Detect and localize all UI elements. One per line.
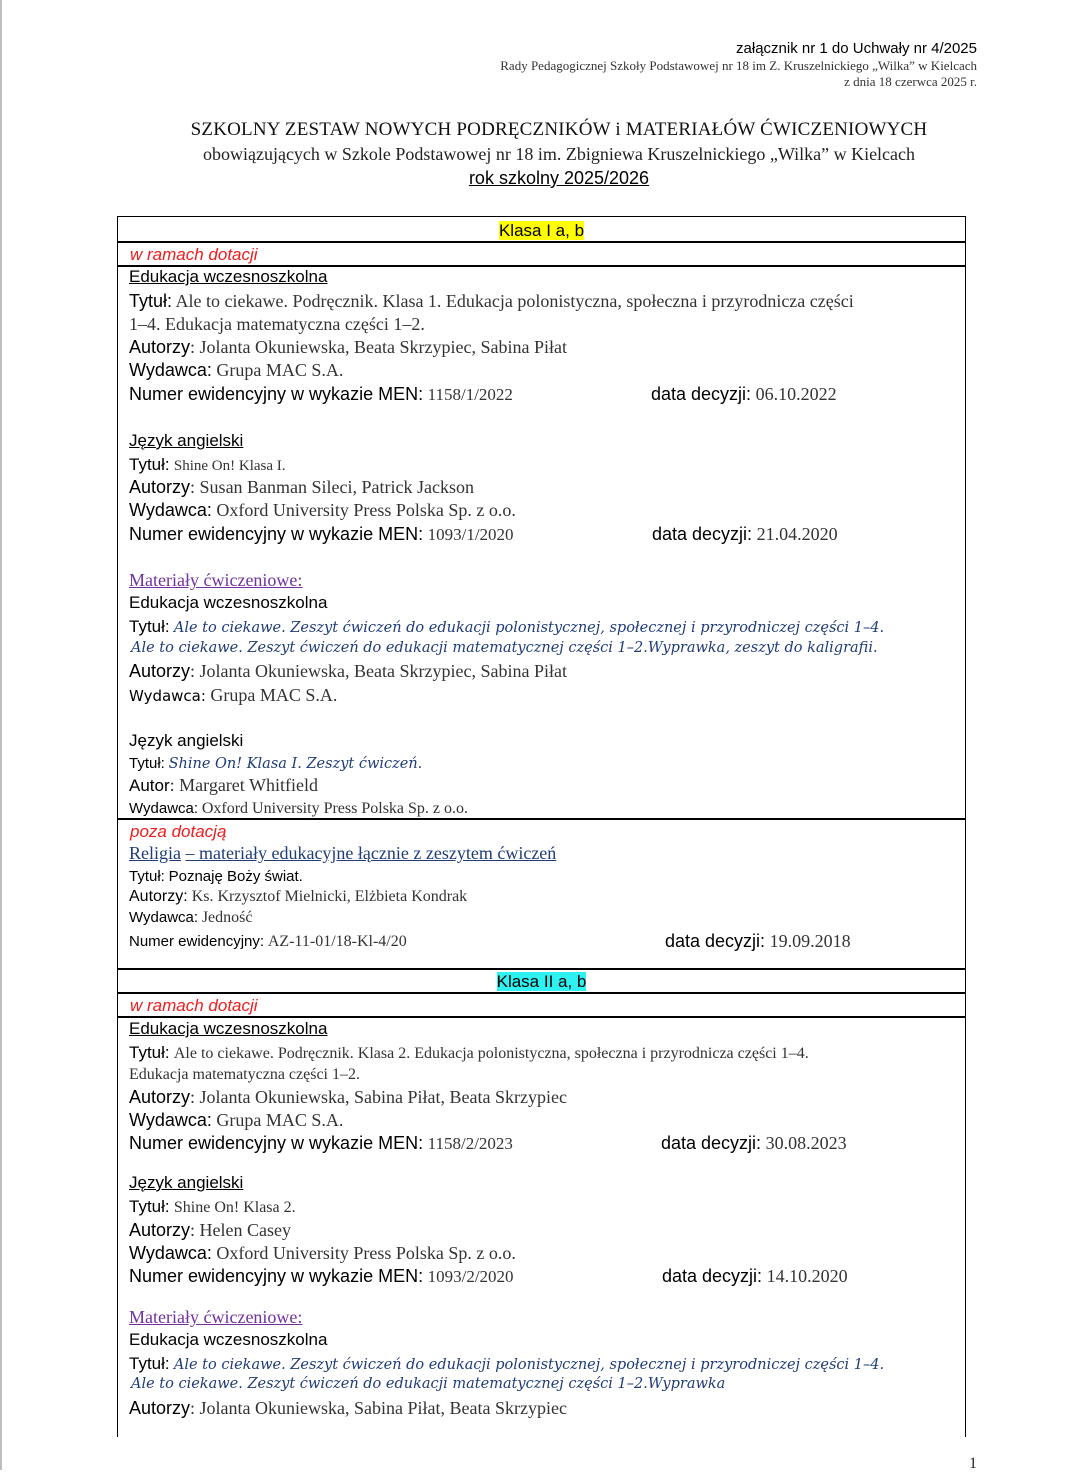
title-label: Tytuł: (129, 617, 170, 636)
publisher-value: Jedność (201, 909, 253, 926)
authors-label: Autorzy (129, 661, 191, 681)
publisher-label: Wydawca: (129, 800, 199, 817)
attachment-line-2: Rady Pedagogicznej Szkoły Podstawowej nr 18 im Z. Kruszelnickiego „Wilka” w Kielcach (500, 58, 977, 73)
decision-date (665, 931, 851, 952)
authors-value: Susan Banman Sileci, Patrick Jackson (199, 477, 475, 497)
workbook-title (129, 617, 884, 637)
attachment-header (500, 40, 977, 90)
religion-number (129, 933, 407, 951)
number-value: AZ-11-01/18-Kl-4/20 (267, 933, 407, 950)
publisher-value: Oxford University Press Polska Sp. z o.o. (216, 500, 516, 520)
textbook-publisher (129, 1110, 343, 1131)
workbook-authors (129, 1398, 567, 1419)
colon: : (190, 1398, 196, 1418)
number-label: Numer ewidencyjny w wykazie MEN (129, 1133, 419, 1153)
page-number: 1 (969, 1455, 977, 1472)
publisher-value: Oxford University Press Polska Sp. z o.o. (216, 1243, 516, 1263)
decision-date (651, 384, 837, 405)
textbook-number (129, 1266, 514, 1287)
subsidy-label: w ramach dotacji (130, 996, 258, 1015)
subject-heading: Język angielski (129, 431, 244, 450)
textbook-title (129, 455, 286, 475)
colon: : (418, 384, 424, 404)
class-1-heading: Klasa I a, b (498, 221, 585, 240)
date-label: data decyzji: (661, 1133, 762, 1153)
title-value: Ale to ciekawe. Podręcznik. Klasa 2. Edukacja polonistyczna, społeczna i przyrodnicza części 1–4. (173, 1045, 809, 1062)
colon: : (183, 888, 188, 905)
authors-label: Autorzy (129, 337, 191, 357)
materials-heading: Materiały ćwiczeniowe: (129, 570, 303, 590)
publisher-label: Wydawca: (129, 1110, 212, 1130)
number-label: Numer ewidencyjny (129, 933, 260, 950)
document-title (0, 118, 1080, 191)
title-year: rok szkolny 2025/2026 (468, 168, 650, 188)
textbook-authors (129, 477, 474, 498)
religion-subject-rest: – materiały edukacyjne łącznie z zeszytem ćwiczeń (185, 843, 557, 863)
number-label: Numer ewidencyjny w wykazie MEN (129, 1266, 419, 1286)
class-2-heading: Klasa II a, b (496, 972, 587, 991)
publisher-value: Oxford University Press Polska Sp. z o.o. (201, 800, 469, 817)
title-value-cont: 1–4. Edukacja matematyczna części 1–2. (129, 314, 425, 334)
title-value: Ale to ciekawe. Zeszyt ćwiczeń do edukacji polonistycznej, społecznej i przyrodniczej części 1–4. (173, 620, 885, 636)
colon: : (418, 1266, 424, 1286)
colon: : (169, 775, 175, 795)
title-value: Shine On! Klasa I. Zeszyt ćwiczeń. (168, 756, 423, 772)
publisher-label: Wydawca: (129, 687, 206, 705)
workbook-title (129, 1354, 884, 1374)
authors-value: Jolanta Okuniewska, Sabina Piłat, Beata Skrzypiec (199, 1398, 567, 1418)
title-main: SZKOLNY ZESTAW NOWYCH PODRĘCZNIKÓW i MATERIAŁÓW ĆWICZENIOWYCH (190, 119, 928, 140)
authors-value: Jolanta Okuniewska, Sabina Piłat, Beata Skrzypiec (199, 1087, 567, 1107)
workbook-title (129, 755, 422, 773)
textbook-number (129, 524, 514, 545)
colon: : (418, 1133, 424, 1153)
workbook-author (129, 775, 318, 796)
decision-date (661, 1133, 847, 1154)
publisher-value: Grupa MAC S.A. (216, 360, 344, 380)
colon: : (190, 1087, 196, 1107)
publisher-label: Wydawca: (129, 909, 199, 926)
title-value-cont: Ale to ciekawe. Zeszyt ćwiczeń do edukacji matematycznej części 1–2.Wyprawka (131, 1376, 726, 1392)
date-value: 14.10.2020 (766, 1266, 848, 1286)
authors-label: Autorzy (129, 1398, 191, 1418)
title-label: Tytuł: (129, 755, 165, 772)
authors-label: Autorzy (129, 888, 184, 905)
title-label: Tytuł: (129, 1043, 170, 1062)
textbook-authors (129, 1087, 567, 1108)
title-label: Tytuł: (129, 455, 170, 474)
authors-label: Autorzy (129, 1220, 191, 1240)
number-value: 1158/2/2023 (427, 1134, 513, 1153)
title-sub: obowiązujących w Szkole Podstawowej nr 18 im. Zbigniewa Kruszelnickiego „Wilka” w Kielcach (202, 144, 916, 164)
attachment-line-3: z dnia 18 czerwca 2025 r. (844, 74, 977, 89)
class-2-heading-row (118, 970, 965, 994)
textbook-title (129, 1197, 296, 1217)
non-subsidy-label: poza dotacją (130, 822, 227, 841)
decision-date (662, 1266, 848, 1287)
number-value: 1093/2/2020 (427, 1267, 514, 1286)
colon: : (190, 477, 196, 497)
workbook-publisher (129, 800, 468, 818)
subject-heading: Język angielski (129, 731, 244, 750)
textbook-publisher (129, 1243, 516, 1264)
date-label: data decyzji: (651, 384, 752, 404)
colon: : (190, 661, 196, 681)
date-value: 06.10.2022 (755, 384, 837, 404)
textbook-authors (129, 337, 567, 358)
number-value: 1158/1/2022 (427, 385, 513, 404)
title-value-cont: Edukacja matematyczna części 1–2. (129, 1066, 360, 1083)
date-value: 21.04.2020 (756, 524, 838, 544)
date-value: 30.08.2023 (765, 1133, 847, 1153)
authors-value: Helen Casey (199, 1220, 292, 1240)
title-value: Shine On! Klasa 2. (173, 1199, 296, 1216)
date-label: data decyzji: (662, 1266, 763, 1286)
title-value: Shine On! Klasa I. (173, 458, 286, 474)
divider (118, 1016, 965, 1018)
title-label: Tytuł: (129, 1197, 170, 1216)
date-label: data decyzji: (652, 524, 753, 544)
textbook-number (129, 384, 513, 405)
date-label: data decyzji: (665, 931, 766, 951)
subject-heading: Język angielski (129, 1173, 244, 1192)
authors-value: Ks. Krzysztof Mielnicki, Elżbieta Kondrak (191, 888, 468, 905)
colon: : (418, 524, 424, 544)
religion-subject: Religia (129, 843, 181, 863)
colon: : (190, 1220, 196, 1240)
title-label: Tytuł: (129, 1354, 170, 1373)
number-label: Numer ewidencyjny w wykazie MEN (129, 384, 419, 404)
title-label: Tytuł: (129, 868, 165, 885)
author-value: Margaret Whitfield (179, 775, 318, 795)
class-1-heading-row (118, 219, 965, 243)
page-edge (0, 0, 2, 1470)
textbook-title (129, 1043, 809, 1063)
colon: : (190, 337, 196, 357)
religion-publisher (129, 909, 252, 927)
religion-title (129, 868, 303, 886)
religion-authors (129, 888, 467, 906)
textbook-number (129, 1133, 513, 1154)
decision-date (652, 524, 838, 545)
religion-heading (129, 843, 556, 864)
author-label: Autor (129, 776, 170, 795)
publisher-label: Wydawca: (129, 500, 212, 520)
publisher-value: Grupa MAC S.A. (210, 685, 338, 705)
number-value: 1093/1/2020 (427, 525, 514, 544)
materials-heading: Materiały ćwiczeniowe: (129, 1307, 303, 1327)
publisher-label: Wydawca: (129, 1243, 212, 1263)
workbook-authors (129, 661, 567, 682)
textbook-authors (129, 1220, 291, 1241)
subject-heading: Edukacja wczesnoszkolna (129, 593, 328, 612)
title-value: Ale to ciekawe. Zeszyt ćwiczeń do edukacji polonistycznej, społecznej i przyrodniczej części 1–4. (173, 1357, 885, 1373)
number-label: Numer ewidencyjny w wykazie MEN (129, 524, 419, 544)
title-value-cont: Ale to ciekawe. Zeszyt ćwiczeń do edukacji matematycznej części 1–2.Wyprawka, zeszyt do kaligrafii. (131, 640, 878, 656)
workbook-publisher (129, 685, 337, 706)
colon: : (259, 933, 265, 950)
authors-value: Jolanta Okuniewska, Beata Skrzypiec, Sabina Piłat (199, 661, 567, 681)
authors-label: Autorzy (129, 1087, 191, 1107)
publisher-label: Wydawca: (129, 360, 212, 380)
date-value: 19.09.2018 (769, 931, 851, 951)
subject-heading: Edukacja wczesnoszkolna (129, 267, 328, 286)
subject-heading: Edukacja wczesnoszkolna (129, 1330, 328, 1349)
title-value: Poznaję Boży świat. (168, 868, 303, 885)
textbook-table (117, 216, 966, 1437)
authors-value: Jolanta Okuniewska, Beata Skrzypiec, Sabina Piłat (199, 337, 567, 357)
subject-heading: Edukacja wczesnoszkolna (129, 1019, 328, 1038)
attachment-line-1: załącznik nr 1 do Uchwały nr 4/2025 (736, 40, 977, 57)
textbook-publisher (129, 500, 516, 521)
subsidy-label: w ramach dotacji (130, 245, 258, 264)
publisher-value: Grupa MAC S.A. (216, 1110, 344, 1130)
textbook-title (129, 291, 854, 312)
textbook-publisher (129, 360, 343, 381)
authors-label: Autorzy (129, 477, 191, 497)
title-label: Tytuł: (129, 291, 173, 311)
title-value: Ale to ciekawe. Podręcznik. Klasa 1. Edukacja polonistyczna, społeczna i przyrodnicza części (175, 291, 854, 311)
